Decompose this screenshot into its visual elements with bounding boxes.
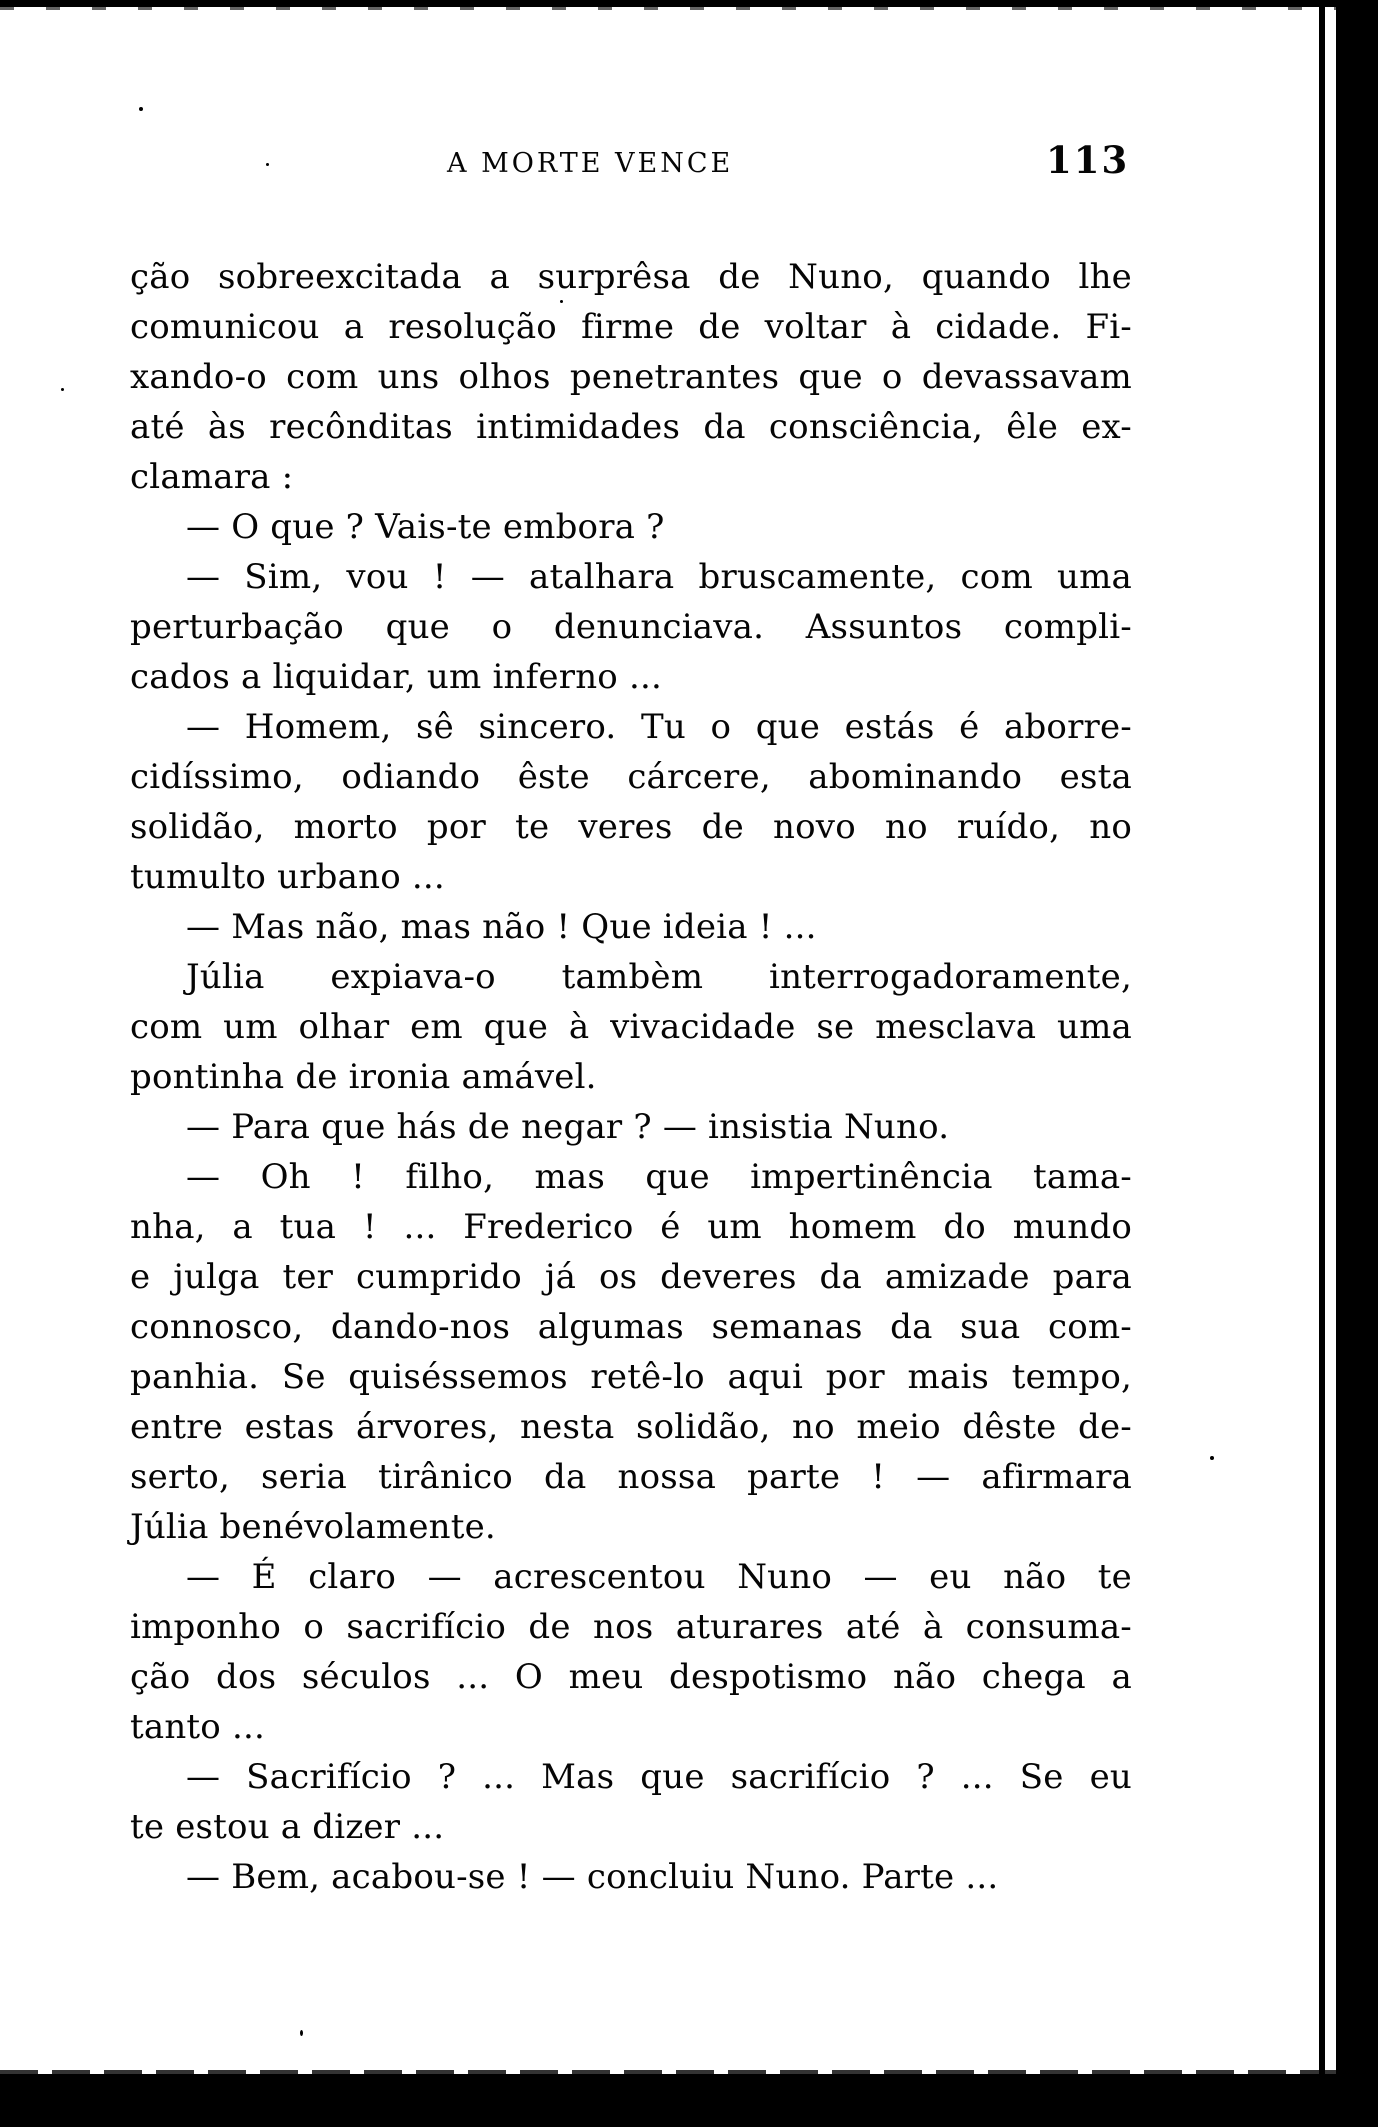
text-line: perturbação que o denunciava. Assuntos compli- xyxy=(130,607,1132,647)
text-line: pontinha de ironia amável. xyxy=(130,1057,597,1097)
text-line: ção sobreexcitada a surprêsa de Nuno, quando lhe xyxy=(130,257,1132,297)
running-title: A MORTE VENCE xyxy=(447,148,734,179)
scan-speck xyxy=(1210,1456,1214,1460)
scan-speck xyxy=(61,388,64,391)
text-line: nha, a tua ! ... Frederico é um homem do mundo xyxy=(130,1207,1132,1247)
text-line: e julga ter cumprido já os deveres da amizade para xyxy=(130,1257,1132,1297)
text-line: tanto ... xyxy=(130,1707,265,1747)
text-line: — O que ? Vais-te embora ? xyxy=(186,507,665,547)
text-line: comunicou a resolução firme de voltar à cidade. Fi- xyxy=(130,307,1132,347)
text-line: xando-o com uns olhos penetrantes que o devassavam xyxy=(130,357,1132,397)
text-line: imponho o sacrifício de nos aturares até à consuma- xyxy=(130,1607,1132,1647)
text-line: serto, seria tirânico da nossa parte ! — afirmara xyxy=(130,1457,1132,1497)
body-text-column xyxy=(130,252,1132,1902)
text-line: te estou a dizer ... xyxy=(130,1807,445,1847)
text-line: connosco, dando-nos algumas semanas da sua com- xyxy=(130,1307,1132,1347)
text-line: solidão, morto por te veres de novo no ruído, no xyxy=(130,807,1132,847)
text-line: Júlia benévolamente. xyxy=(130,1507,496,1547)
scan-right-black-margin xyxy=(1336,0,1378,2127)
text-line: — Homem, sê sincero. Tu o que estás é aborre- xyxy=(186,707,1132,747)
text-line: ção dos séculos ... O meu despotismo não chega a xyxy=(130,1657,1132,1697)
text-line: tumulto urbano ... xyxy=(130,857,445,897)
text-line: entre estas árvores, nesta solidão, no meio dêste de- xyxy=(130,1407,1132,1447)
scan-speck xyxy=(300,2030,303,2036)
page-right-edge-line xyxy=(1319,5,1325,2095)
scan-speck xyxy=(560,300,563,303)
text-line: — Sacrifício ? ... Mas que sacrifício ? ... Se eu xyxy=(186,1757,1132,1797)
text-line: clamara : xyxy=(130,457,294,497)
scan-top-edge-shadow xyxy=(0,0,1378,7)
text-line: até às recônditas intimidades da consciência, êle ex- xyxy=(130,407,1132,447)
scan-bottom-black-margin xyxy=(0,2074,1378,2127)
text-line: — É claro — acrescentou Nuno — eu não te xyxy=(186,1557,1132,1597)
scan-speck xyxy=(266,163,269,166)
text-line: cidíssimo, odiando êste cárcere, abominando esta xyxy=(130,757,1132,797)
text-line: — Para que hás de negar ? — insistia Nuno. xyxy=(186,1107,950,1147)
scan-speck xyxy=(139,107,143,111)
text-line: Júlia expiava-o tambèm interrogadoramente, xyxy=(186,957,1132,997)
text-line: — Sim, vou ! — atalhara bruscamente, com uma xyxy=(186,557,1132,597)
page-number: 113 xyxy=(1046,138,1130,182)
text-line: panhia. Se quiséssemos retê-lo aqui por mais tempo, xyxy=(130,1357,1132,1397)
text-line: cados a liquidar, um inferno ... xyxy=(130,657,663,697)
text-line: com um olhar em que à vivacidade se mesclava uma xyxy=(130,1007,1132,1047)
text-line: — Mas não, mas não ! Que ideia ! ... xyxy=(186,907,817,947)
text-line: — Oh ! filho, mas que impertinência tama- xyxy=(186,1157,1132,1197)
text-line: — Bem, acabou-se ! — concluiu Nuno. Parte ... xyxy=(186,1857,999,1897)
